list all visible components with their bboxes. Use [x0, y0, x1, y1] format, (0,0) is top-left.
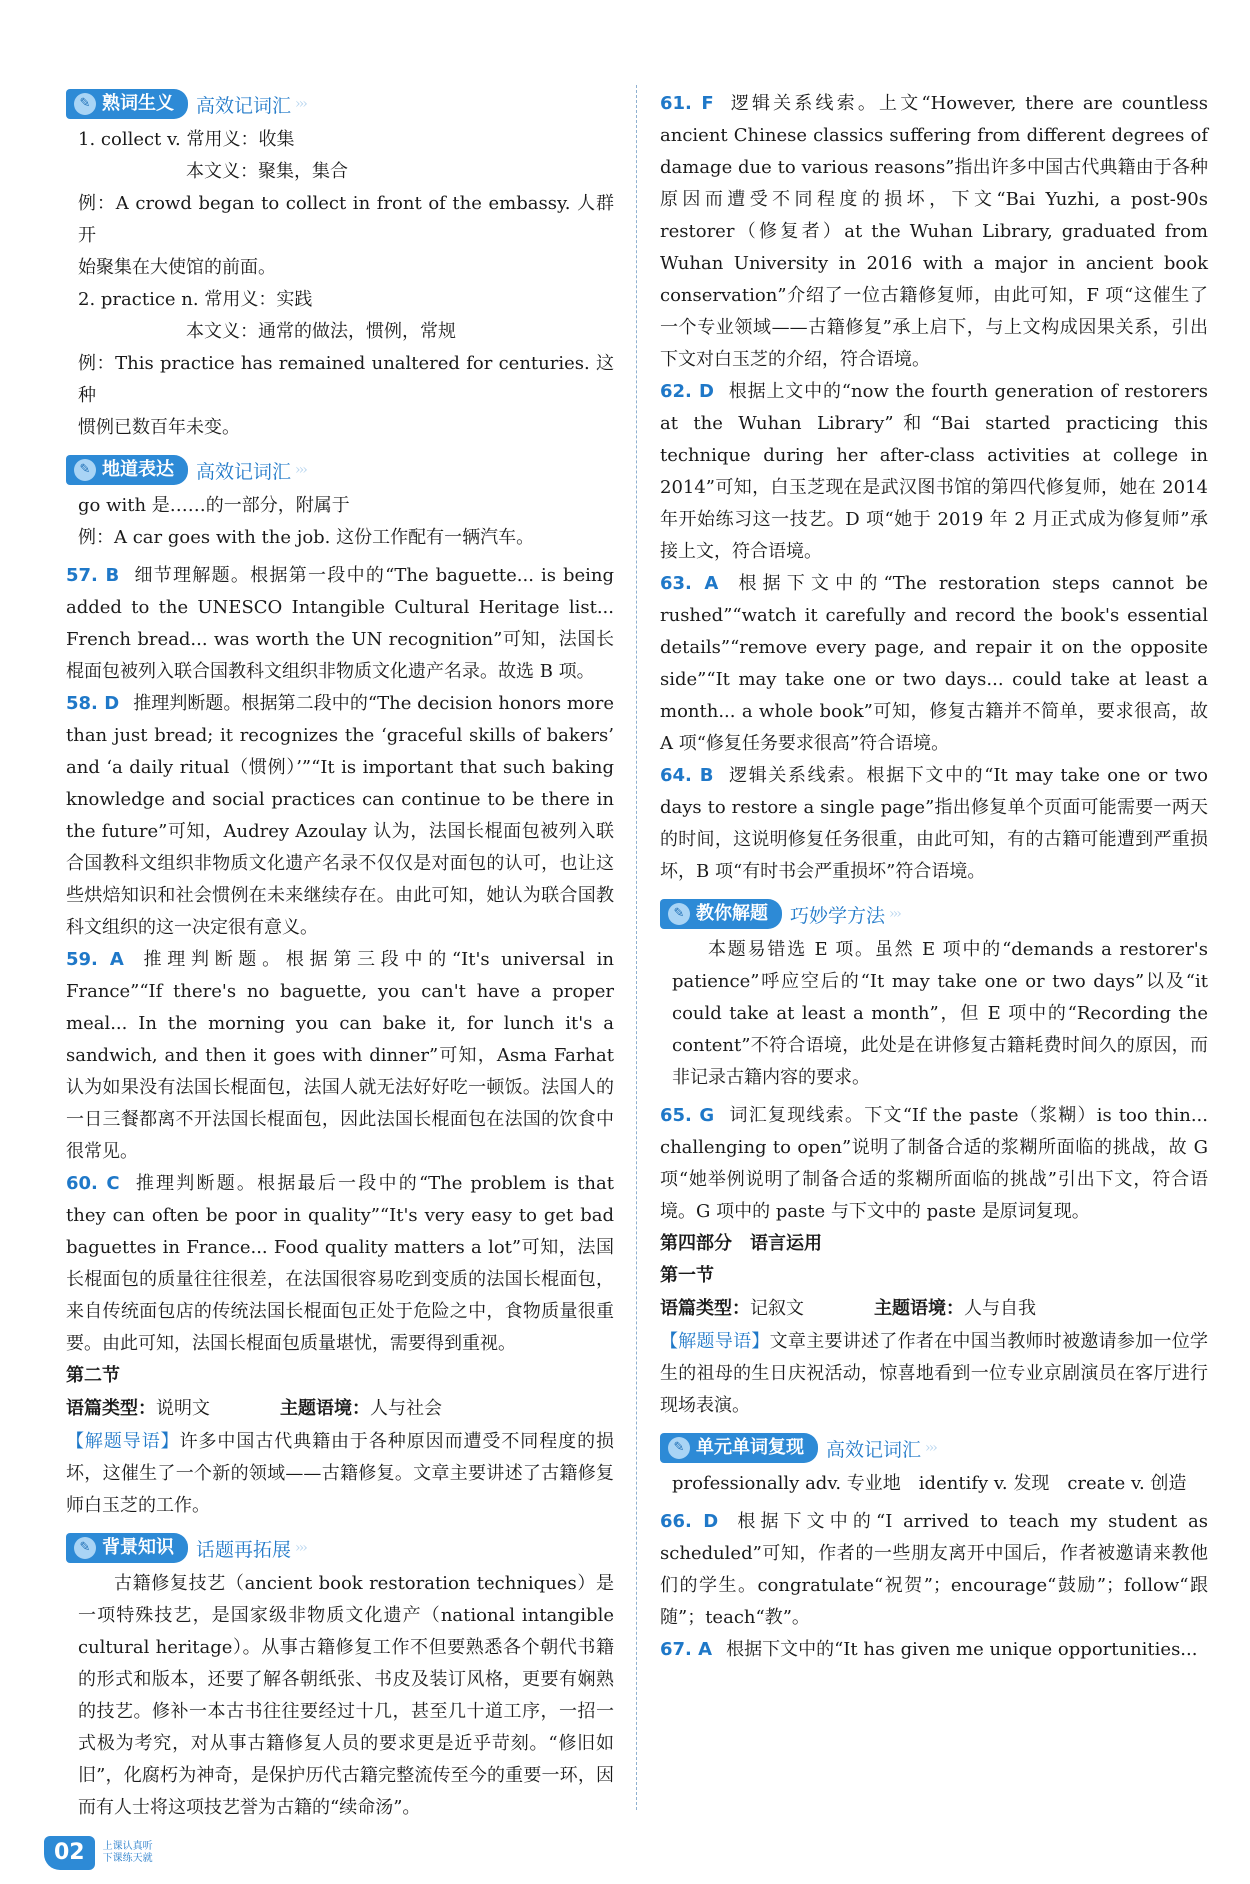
chevrons-icon: ››› [295, 1540, 306, 1556]
vocab-example: 始聚集在大使馆的前面。 [78, 257, 276, 278]
passage-guide: 【解题导语】文章主要讲述了作者在中国当教师时被邀请参加一位学生的祖母的生日庆祝活动，惊喜地看到一位专业京剧演员在客厅进行现场表演。 [660, 1331, 1208, 1416]
passage-guide: 【解题导语】许多中国古代典籍由于各种原因而遭受不同程度的损坏，这催生了一个新的领域——古籍修复。文章主要讲述了古籍修复师白玉芝的工作。 [66, 1431, 615, 1516]
answer-64: 64. B 逻辑关系线索。根据下文中的“It may take one or two days to restore a single page”指出修复单个页面可能需要一两天的时间，这说明修复任务很重，由此可知，有的古籍可能遭到严重损坏，B 项“有时书会严重损坏”符合语境。 [660, 765, 1208, 882]
answer-59: 59. A 推理判断题。根据第三段中的“It's universal in France”“If there's no baguette, you can't have a proper meal... In the morning you can bake it, for lunch it's a sandwich, and then it goes with dinner”可知，Asma Farhat 认为如果没有法国长棍面包，法国人就无法好好吃一顿饭。法国人的一日三餐都离不开法国长棍面包，因此法国长棍面包在法国的饮食中很常见。 [66, 949, 614, 1162]
book-icon: ✎ [74, 93, 96, 115]
expression-line: go with 是……的一部分，附属于 [78, 495, 350, 516]
vocab-line: 1. collect v. 常用义：收集 [78, 129, 295, 150]
chevrons-icon: ››› [295, 462, 306, 478]
banner-familiar-words: ✎ 熟词生义 高效记词汇 ››› [66, 88, 614, 120]
right-column [660, 88, 1208, 1666]
book-icon: ✎ [74, 1537, 96, 1559]
left-column [66, 88, 614, 1824]
vocab-example: 例：A crowd began to collect in front of the embassy. 人群开 [78, 193, 614, 246]
banner-solving-tips: ✎ 教你解题 巧妙学方法 ››› [660, 898, 1208, 930]
section-title: 第二节 [66, 1365, 120, 1386]
banner-background-knowledge: ✎ 背景知识 话题再拓展 ››› [66, 1532, 614, 1564]
answer-58: 58. D 推理判断题。根据第二段中的“The decision honors more than just bread; it recognizes the ‘graceful skills of bakers’ and ‘a daily ritual（惯例）’”“It is important that such baking knowledge and social practices can continue to be there in the future”可知，Audrey Azoulay 认为，法国长棍面包被列入联合国教科文组织非物质文化遗产名录不仅仅是对面包的认可，也让这些烘焙知识和社会惯例在未来继续存在。由此可知，她认为联合国教科文组织的这一决定很有意义。 [66, 693, 614, 938]
unit-words: professionally adv. 专业地 identify v. 发现 create v. 创造 [672, 1473, 1187, 1494]
answer-67: 67. A 根据下文中的“It has given me unique opportunities... [660, 1639, 1198, 1660]
vocab-example: 惯例已数百年未变。 [78, 417, 240, 438]
vocab-example: 例：This practice has remained unaltered for centuries. 这种 [78, 353, 614, 406]
column-divider [636, 85, 637, 1810]
part-title: 第四部分 语言运用 [660, 1233, 822, 1254]
chevrons-icon: ››› [295, 96, 306, 112]
vocab-line: 本文义：通常的做法，惯例，常规 [186, 321, 456, 342]
chevrons-icon: ››› [925, 1440, 936, 1456]
background-text: 古籍修复技艺（ancient book restoration techniques）是一项特殊技艺，是国家级非物质文化遗产（national intangible cultural heritage）。从事古籍修复工作不但要熟悉各个朝代书籍的形式和版本，还要了解各朝纸张、书皮及装订风格，更要有娴熟的技艺。修补一本古书往往要经过十几，甚至几十道工序，一招一式极为考究，对从事古籍修复人员的要求更是近乎苛刻。“修旧如旧”，化腐朽为神奇，是保护历代古籍完整流传至今的重要一环，因而有人士将这项技艺誉为古籍的“续命汤”。 [78, 1573, 614, 1818]
page-footer [44, 1836, 153, 1870]
answer-61: 61. F 逻辑关系线索。上文“However, there are countless ancient Chinese classics suffering from different degrees of damage due to various reasons”指出许多中国古代典籍由于各种原因而遭受不同程度的损坏，下文“Bai Yuzhi, a post-90s restorer（修复者）at the Wuhan Library, graduated from Wuhan University in 2016 with a major in ancient book conservation”介绍了一位古籍修复师，由此可知，F 项“这催生了一个专业领域——古籍修复”承上启下，与上文构成因果关系，引出下文对白玉芝的介绍，符合语境。 [660, 93, 1209, 370]
answer-62: 62. D 根据上文中的“now the fourth generation of restorers at the Wuhan Library”和“Bai started practicing this technique during her after-class activities at college in 2014”可知，白玉芝现在是武汉图书馆的第四代修复师，她在 2014 年开始练习这一技艺。D 项“她于 2019 年 2 月正式成为修复师”承接上文，符合语境。 [660, 381, 1208, 562]
footer-slogan: 上课认真听 下课练天就 [102, 1841, 153, 1864]
passage-meta: 语篇类型：说明文 主题语境：人与社会 [66, 1398, 442, 1419]
banner-unit-words: ✎ 单元单词复现 高效记词汇 ››› [660, 1432, 1208, 1464]
banner-authentic-expressions: ✎ 地道表达 高效记词汇 ››› [66, 454, 614, 486]
passage-meta: 语篇类型：记叙文 主题语境：人与自我 [660, 1298, 1036, 1319]
answer-63: 63. A 根据下文中的“The restoration steps cannot be rushed”“watch it carefully and record the book's essential details”“remove every page, and repair it on the opposite side”“It may take one or two days... could take at least a month... a whole book”可知，修复古籍并不简单，要求很高，故 A 项“修复任务要求很高”符合语境。 [660, 573, 1208, 754]
page-number: 02 [44, 1836, 95, 1870]
tip-text: 本题易错选 E 项。虽然 E 项中的“demands a restorer's patience”呼应空后的“It may take one or two days”以及“it could take at least a month”，但 E 项中的“Recording the content”不符合语境，此处是在讲修复古籍耗费时间久的原因，而非记录古籍内容的要求。 [672, 939, 1208, 1088]
answer-60: 60. C 推理判断题。根据最后一段中的“The problem is that they can often be poor in quality”“It's very easy to get bad baguettes in France... Food quality matters a lot”可知，法国长棍面包的质量往往很差，在法国很容易吃到变质的法国长棍面包，来自传统面包店的传统法国长棍面包正处于危险之中，食物质量很重要。由此可知，法国长棍面包质量堪忧，需要得到重视。 [66, 1173, 614, 1354]
vocab-line: 本文义：聚集，集合 [186, 161, 348, 182]
vocab-line: 2. practice n. 常用义：实践 [78, 289, 313, 310]
book-icon: ✎ [668, 903, 690, 925]
chevrons-icon: ››› [889, 906, 900, 922]
expression-example: 例：A car goes with the job. 这份工作配有一辆汽车。 [78, 527, 535, 548]
book-icon: ✎ [668, 1437, 690, 1459]
answer-65: 65. G 词汇复现线索。下文“If the paste（浆糊）is too thin... challenging to open”说明了制备合适的浆糊所面临的挑战，故 G 项“她举例说明了制备合适的浆糊所面临的挑战”引出下文，符合语境。G 项中的 paste 与下文中的 paste 是原词复现。 [660, 1105, 1208, 1222]
book-icon: ✎ [74, 459, 96, 481]
answer-57: 57. B 细节理解题。根据第一段中的“The baguette... is being added to the UNESCO Intangible Cultural Heritage list... French bread... was worth the UN recognition”可知，法国长棍面包被列入联合国教科文组织非物质文化遗产名录。故选 B 项。 [66, 565, 615, 682]
section-title: 第一节 [660, 1265, 714, 1286]
answer-66: 66. D 根据下文中的“I arrived to teach my student as scheduled”可知，作者的一些朋友离开中国后，作者被邀请来教他们的学生。congratulate“祝贺”；encourage“鼓励”；follow“跟随”；teach“教”。 [660, 1511, 1208, 1628]
